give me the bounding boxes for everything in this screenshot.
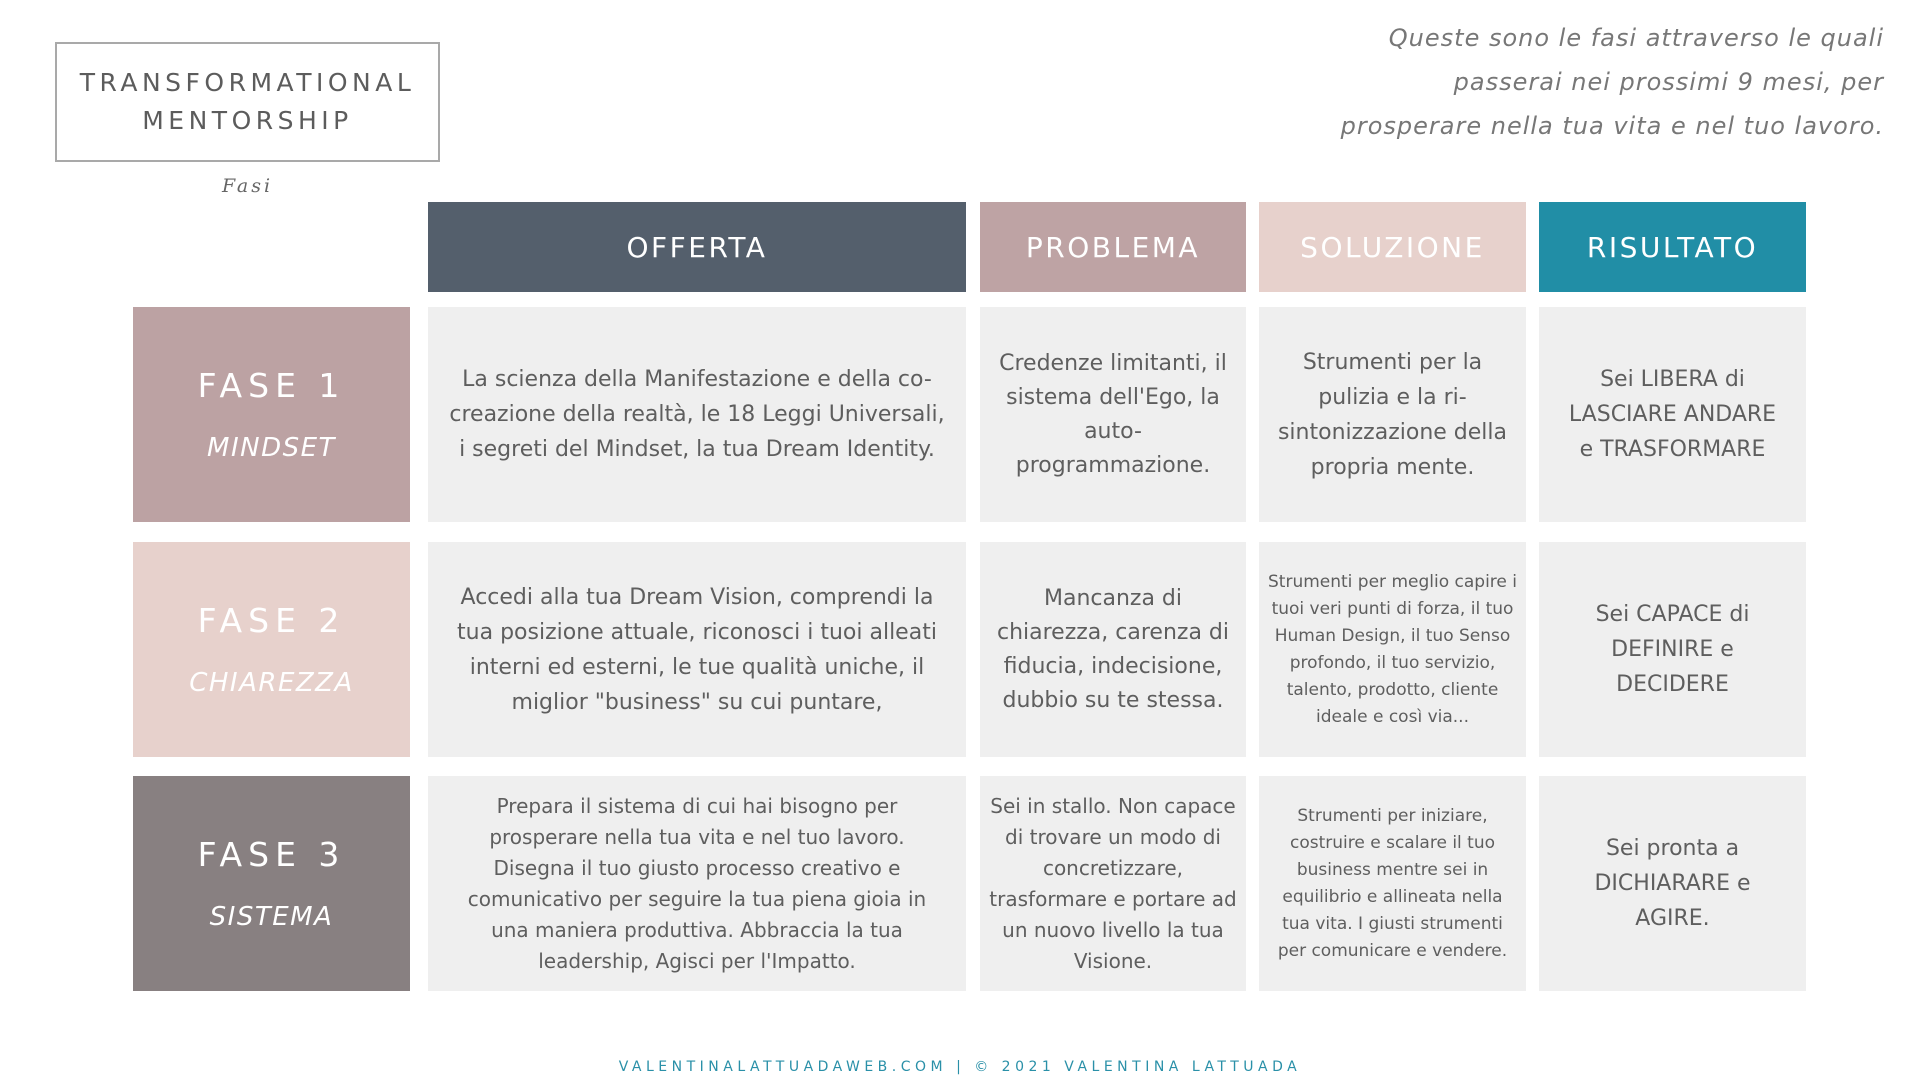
cell-risultato-1: Sei LIBERA di LASCIARE ANDARE e TRASFORMARE: [1539, 307, 1806, 522]
subtitle: Fasi: [221, 175, 274, 197]
column-header-risultato: RISULTATO: [1539, 202, 1806, 292]
phase-title: FASE 1: [197, 366, 346, 405]
column-header-offerta: OFFERTA: [428, 202, 966, 292]
footer[interactable]: VALENTINALATTUADAWEB.COM | © 2021 VALENTINA LATTUADA: [618, 1059, 1302, 1075]
intro-text: Queste sono le fasi attraverso le quali passerai nei prossimi 9 mesi, per prosperare nella tua vita e nel tuo lavoro.: [1340, 24, 1884, 140]
column-header-problema: PROBLEMA: [980, 202, 1246, 292]
phase-subtitle: MINDSET: [207, 433, 336, 463]
cell-offerta-1: La scienza della Manifestazione e della co-creazione della realtà, le 18 Leggi Universali, i segreti del Mindset, la tua Dream Identity.: [428, 307, 966, 522]
title-box: [55, 42, 440, 162]
cell-problema-3: Sei in stallo. Non capace di trovare un modo di concretizzare, trasformare e portare ad un nuovo livello la tua Visione.: [980, 776, 1246, 991]
phase-label-3: [133, 776, 410, 991]
phase-subtitle: CHIAREZZA: [189, 668, 354, 698]
cell-offerta-3: Prepara il sistema di cui hai bisogno per prosperare nella tua vita e nel tuo lavoro. Disegna il tuo giusto processo creativo e comunicativo per seguire la tua piena gioia in una maniera produttiva. Abbraccia la tua leadership, Agisci per l'Impatto.: [428, 776, 966, 991]
cell-offerta-2: Accedi alla tua Dream Vision, comprendi la tua posizione attuale, riconosci i tuoi alleati interni ed esterni, le tue qualità uniche, il miglior "business" su cui puntare,: [428, 542, 966, 757]
phase-title: FASE 3: [197, 835, 346, 874]
cell-risultato-3: Sei pronta a DICHIARARE e AGIRE.: [1539, 776, 1806, 991]
column-header-soluzione: SOLUZIONE: [1259, 202, 1526, 292]
cell-soluzione-1: Strumenti per la pulizia e la ri-sintonizzazione della propria mente.: [1259, 307, 1526, 522]
cell-soluzione-3: Strumenti per iniziare, costruire e scalare il tuo business mentre sei in equilibrio e allineata nella tua vita. I giusti strumenti per comunicare e vendere.: [1259, 776, 1526, 991]
phase-title: FASE 2: [197, 601, 346, 640]
cell-problema-2: Mancanza di chiarezza, carenza di fiducia, indecisione, dubbio su te stessa.: [980, 542, 1246, 757]
phase-label-1: [133, 307, 410, 522]
title-line-2: MENTORSHIP: [142, 106, 353, 135]
cell-soluzione-2: Strumenti per meglio capire i tuoi veri punti di forza, il tuo Human Design, il tuo Senso profondo, il tuo servizio, talento, prodotto, cliente ideale e così via...: [1259, 542, 1526, 757]
title-line-1: TRANSFORMATIONAL: [79, 68, 416, 97]
cell-risultato-2: Sei CAPACE di DEFINIRE e DECIDERE: [1539, 542, 1806, 757]
cell-problema-1: Credenze limitanti, il sistema dell'Ego, la auto-programmazione.: [980, 307, 1246, 522]
phase-label-2: [133, 542, 410, 757]
phase-subtitle: SISTEMA: [209, 902, 334, 932]
